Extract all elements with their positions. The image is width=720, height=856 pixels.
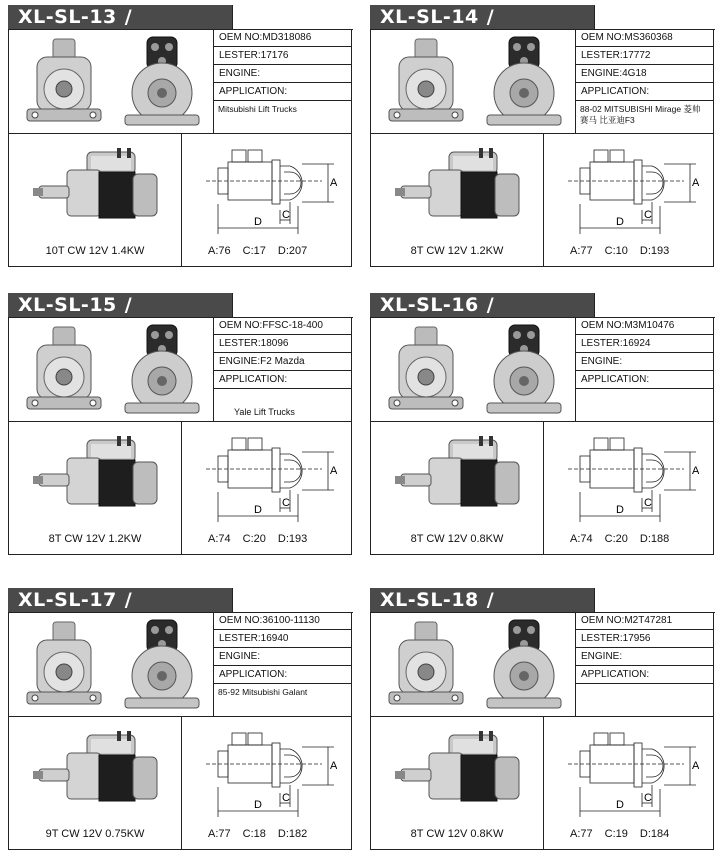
starter-rear-photo — [119, 323, 205, 415]
dimension-c: C:10 — [604, 245, 628, 257]
product-code: XL-SL-13 / — [18, 6, 133, 28]
header-slash: / — [486, 6, 495, 28]
dimension-c: C:17 — [242, 245, 266, 257]
lester-number: LESTER:17176 — [214, 47, 352, 65]
dimensions — [208, 533, 319, 545]
starter-side-photo — [31, 731, 161, 815]
card-header — [370, 5, 715, 30]
starter-rear-photo — [481, 618, 567, 710]
application-text: Mitsubishi Lift Trucks — [218, 104, 297, 114]
spec-table — [575, 612, 714, 716]
dimension-d: D:207 — [277, 245, 308, 257]
header-blank-area — [232, 588, 353, 612]
header-slash: / — [486, 294, 495, 316]
engine: ENGINE: — [214, 65, 352, 83]
starter-side-photo — [31, 436, 161, 520]
dimension-a: A:74 — [208, 533, 231, 545]
dimension-d: D:193 — [639, 245, 670, 257]
oem-number: OEM NO:M2T47281 — [576, 612, 714, 630]
header-blank-area — [232, 5, 353, 29]
dimension-a: A:74 — [570, 533, 593, 545]
card-header — [8, 293, 353, 318]
dimension-d: D:184 — [639, 828, 670, 840]
diagram-label-d: D — [254, 504, 262, 516]
spec-table — [575, 29, 714, 133]
oem-number: OEM NO:FFSC-18-400 — [214, 317, 352, 335]
starter-rear-photo — [481, 323, 567, 415]
starter-rear-photo — [481, 35, 567, 127]
diagram-label-c: C — [644, 792, 652, 804]
starter-rear-photo — [119, 618, 205, 710]
diagram-label-a: A — [692, 465, 699, 477]
diagram-label-a: A — [330, 177, 337, 189]
engine: ENGINE:4G18 — [576, 65, 714, 83]
engine: ENGINE:F2 Mazda — [214, 353, 352, 371]
diagram-label-d: D — [616, 504, 624, 516]
dimension-panel — [544, 717, 713, 850]
spec-table — [575, 317, 714, 421]
electrical-spec: 9T CW 12V 0.75KW — [45, 828, 145, 840]
diagram-label-c: C — [644, 497, 652, 509]
engine: ENGINE: — [214, 648, 352, 666]
dimension-c: C:19 — [604, 828, 628, 840]
bottom-section — [371, 716, 713, 850]
card-header — [370, 588, 715, 613]
card-header — [8, 588, 353, 613]
header-blank-area — [594, 588, 715, 612]
header-blank-area — [594, 5, 715, 29]
dimension-c: C:20 — [242, 533, 266, 545]
side-view-panel — [9, 422, 182, 555]
dimension-c: C:20 — [604, 533, 628, 545]
side-view-panel — [9, 717, 182, 850]
dimension-panel — [544, 422, 713, 555]
photo-area — [9, 612, 213, 716]
starter-front-photo — [23, 323, 105, 415]
oem-number: OEM NO:MD318086 — [214, 29, 352, 47]
diagram-label-a: A — [692, 760, 699, 772]
header-slash: / — [124, 294, 133, 316]
side-view-panel — [9, 134, 182, 267]
dimension-panel — [182, 134, 351, 267]
electrical-spec: 8T CW 12V 1.2KW — [48, 533, 142, 545]
electrical-spec: 8T CW 12V 1.2KW — [410, 245, 504, 257]
dimension-a: A:76 — [208, 245, 231, 257]
dimension-a: A:77 — [570, 828, 593, 840]
product-card — [370, 588, 714, 850]
lester-number: LESTER:16924 — [576, 335, 714, 353]
dimensions — [208, 828, 319, 840]
electrical-spec: 8T CW 12V 0.8KW — [410, 533, 504, 545]
bottom-section — [9, 421, 351, 555]
application-label: APPLICATION: — [214, 666, 352, 684]
product-code: XL-SL-16 / — [380, 294, 495, 316]
side-view-panel — [371, 422, 544, 555]
side-view-panel — [371, 717, 544, 850]
electrical-spec: 8T CW 12V 0.8KW — [410, 828, 504, 840]
diagram-label-c: C — [282, 792, 290, 804]
diagram-label-d: D — [616, 216, 624, 228]
spec-table — [213, 29, 352, 133]
product-card — [8, 293, 352, 555]
photo-area — [371, 317, 575, 421]
lester-number: LESTER:17956 — [576, 630, 714, 648]
dimension-panel — [182, 717, 351, 850]
application-text: 88-02 MITSUBISHI Mirage 菱帅 赛马 比亚迪F3 — [580, 104, 701, 125]
product-code: XL-SL-14 / — [380, 6, 495, 28]
product-card — [8, 588, 352, 850]
card-header — [370, 293, 715, 318]
application-label: APPLICATION: — [214, 371, 352, 389]
application-text — [576, 684, 714, 690]
diagram-label-c: C — [282, 497, 290, 509]
starter-front-photo — [385, 35, 467, 127]
application-label: APPLICATION: — [576, 83, 714, 101]
diagram-label-a: A — [330, 465, 337, 477]
dimension-diagram — [564, 729, 699, 824]
product-code: XL-SL-18 / — [380, 589, 495, 611]
header-blank-area — [232, 293, 353, 317]
header-slash: / — [486, 589, 495, 611]
application-label: APPLICATION: — [214, 83, 352, 101]
dimension-d: D:188 — [639, 533, 670, 545]
starter-side-photo — [393, 731, 523, 815]
product-card — [370, 293, 714, 555]
starter-side-photo — [393, 148, 523, 232]
starter-rear-photo — [119, 35, 205, 127]
bottom-section — [371, 133, 713, 267]
starter-side-photo — [31, 148, 161, 232]
dimension-diagram — [564, 146, 699, 241]
dimensions — [208, 245, 319, 257]
lester-number: LESTER:17772 — [576, 47, 714, 65]
starter-front-photo — [385, 323, 467, 415]
product-card — [370, 5, 714, 267]
dimensions — [570, 828, 681, 840]
dimensions — [570, 533, 681, 545]
bottom-section — [9, 133, 351, 267]
starter-front-photo — [23, 618, 105, 710]
starter-front-photo — [23, 35, 105, 127]
diagram-label-d: D — [254, 216, 262, 228]
oem-number: OEM NO:MS360368 — [576, 29, 714, 47]
engine: ENGINE: — [576, 648, 714, 666]
application-label: APPLICATION: — [576, 666, 714, 684]
starter-front-photo — [385, 618, 467, 710]
dimension-diagram — [202, 146, 337, 241]
header-slash: / — [124, 589, 133, 611]
dimension-c: C:18 — [242, 828, 266, 840]
dimension-diagram — [564, 434, 699, 529]
dimension-diagram — [202, 729, 337, 824]
application-text: 85-92 Mitsubishi Galant — [218, 687, 308, 697]
product-code: XL-SL-17 / — [18, 589, 133, 611]
application-label: APPLICATION: — [576, 371, 714, 389]
diagram-label-a: A — [692, 177, 699, 189]
dimension-d: D:182 — [277, 828, 308, 840]
photo-area — [9, 317, 213, 421]
spec-table — [213, 317, 352, 421]
header-blank-area — [594, 293, 715, 317]
dimensions — [570, 245, 681, 257]
dimension-a: A:77 — [208, 828, 231, 840]
diagram-label-c: C — [644, 209, 652, 221]
application-text: Yale Lift Trucks — [234, 407, 295, 417]
dimension-diagram — [202, 434, 337, 529]
lester-number: LESTER:16940 — [214, 630, 352, 648]
dimension-panel — [182, 422, 351, 555]
photo-area — [371, 29, 575, 133]
diagram-label-d: D — [616, 799, 624, 811]
card-header — [8, 5, 353, 30]
product-code: XL-SL-15 / — [18, 294, 133, 316]
lester-number: LESTER:18096 — [214, 335, 352, 353]
bottom-section — [9, 716, 351, 850]
oem-number: OEM NO:36100-11130 — [214, 612, 352, 630]
oem-number: OEM NO:M3M10476 — [576, 317, 714, 335]
diagram-label-d: D — [254, 799, 262, 811]
application-text — [576, 389, 714, 395]
photo-area — [371, 612, 575, 716]
side-view-panel — [371, 134, 544, 267]
starter-side-photo — [393, 436, 523, 520]
header-slash: / — [124, 6, 133, 28]
product-card — [8, 5, 352, 267]
dimension-panel — [544, 134, 713, 267]
diagram-label-a: A — [330, 760, 337, 772]
dimension-a: A:77 — [570, 245, 593, 257]
engine: ENGINE: — [576, 353, 714, 371]
diagram-label-c: C — [282, 209, 290, 221]
photo-area — [9, 29, 213, 133]
spec-table — [213, 612, 352, 716]
electrical-spec: 10T CW 12V 1.4KW — [45, 245, 145, 257]
dimension-d: D:193 — [277, 533, 308, 545]
bottom-section — [371, 421, 713, 555]
